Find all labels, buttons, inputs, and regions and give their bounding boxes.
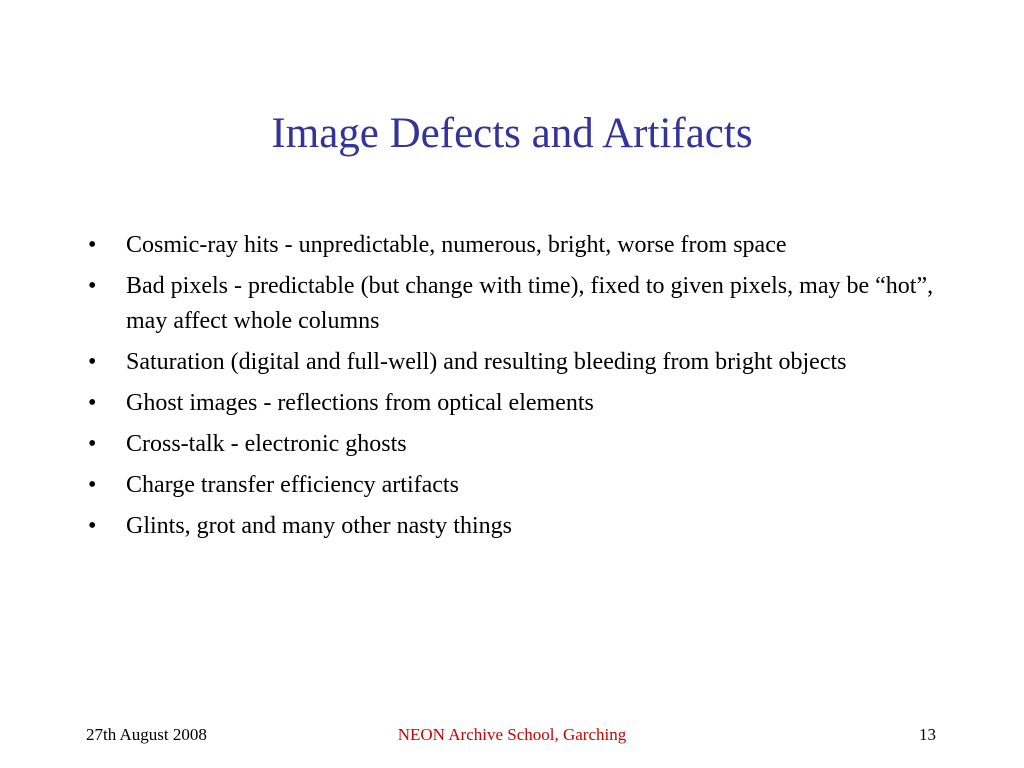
bullet-text: Charge transfer efficiency artifacts — [126, 472, 459, 498]
bullet-item-cross-talk — [88, 427, 938, 462]
bullet-text: Saturation (digital and full-well) and resulting bleeding from bright objects — [126, 349, 847, 375]
bullet-text: Cross-talk - electronic ghosts — [126, 431, 407, 457]
bullet-item-saturation — [88, 345, 938, 380]
bullet-marker: • — [88, 472, 97, 498]
bullet-list — [88, 228, 938, 550]
bullet-marker: • — [88, 431, 97, 457]
bullet-marker: • — [88, 273, 97, 299]
bullet-marker: • — [88, 349, 97, 375]
footer-date: 27th August 2008 — [86, 725, 207, 744]
bullet-text: Ghost images - reflections from optical elements — [126, 390, 594, 416]
bullet-text: Bad pixels - predictable (but change with time), fixed to given pixels, may be “hot”, may affect whole columns — [126, 273, 934, 334]
page-number: 13 — [919, 725, 936, 744]
bullet-item-glints — [88, 509, 938, 544]
bullet-marker: • — [88, 232, 97, 258]
bullet-marker: • — [88, 390, 97, 416]
bullet-marker: • — [88, 513, 97, 539]
bullet-item-charge-transfer — [88, 468, 938, 503]
bullet-text: Glints, grot and many other nasty things — [126, 513, 512, 539]
bullet-item-cosmic-ray — [88, 228, 938, 263]
bullet-item-bad-pixels — [88, 269, 938, 339]
footer-event-name: NEON Archive School, Garching — [397, 725, 627, 744]
bullet-item-ghost-images — [88, 386, 938, 421]
bullet-text: Cosmic-ray hits - unpredictable, numerous, bright, worse from space — [126, 232, 787, 258]
slide-title: Image Defects and Artifacts — [271, 110, 753, 157]
